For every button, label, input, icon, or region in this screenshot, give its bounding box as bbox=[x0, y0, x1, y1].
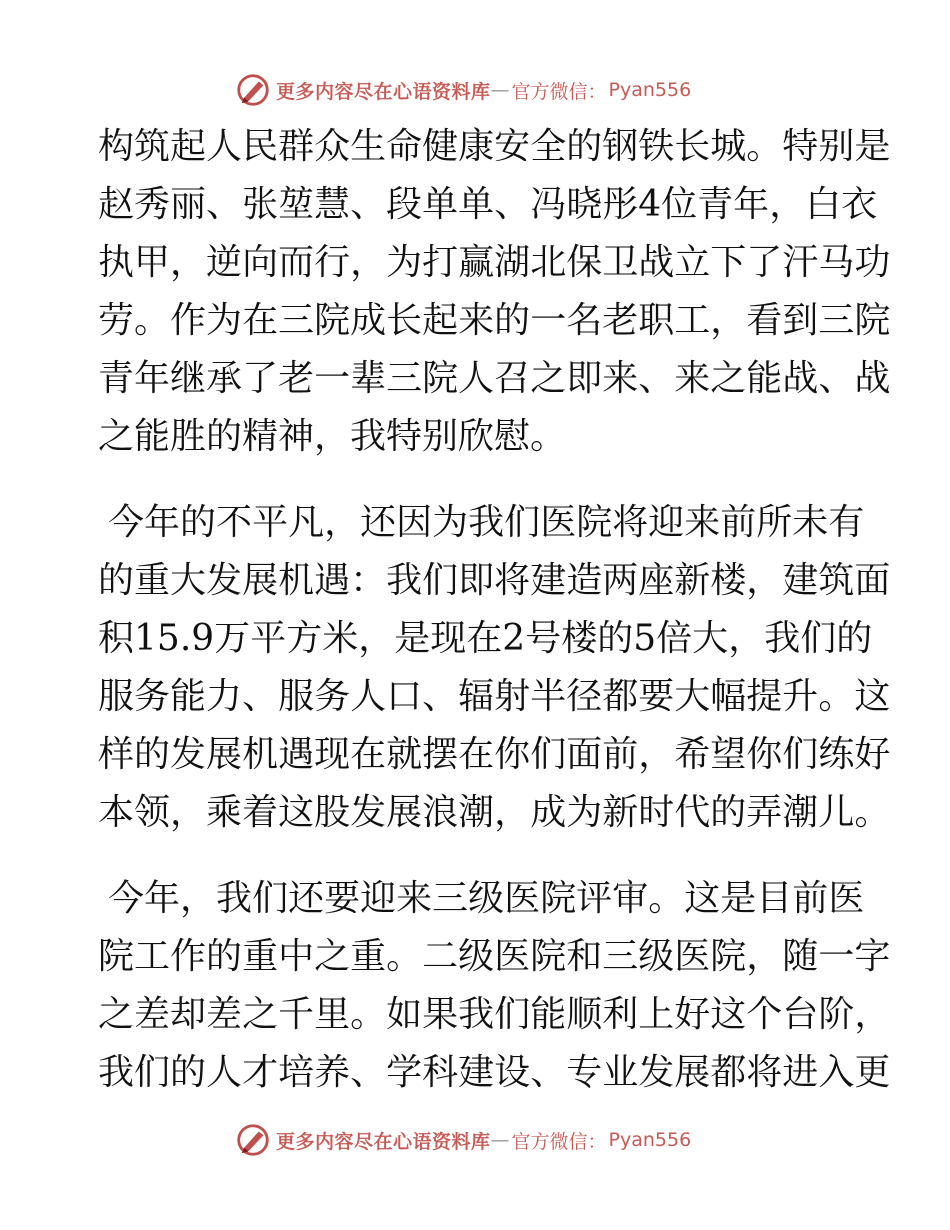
text-line: 的 重 大 发 展 机 遇 ： 我 们 即 将 建 造 两 座 新 楼 ， 建 筑 面 bbox=[98, 560, 891, 601]
text-line: 我 们 的 人 才 培 养 、 学 科 建 设 、 专 业 发 展 都 将 进 入 更 bbox=[98, 1052, 891, 1093]
text-line: 之 差 却 差 之 千 里 。 如 果 我 们 能 顺 利 上 好 这 个 台 阶 ， bbox=[98, 994, 891, 1035]
text-line: 院 工 作 的 重 中 之 重 。 二 级 医 院 和 三 级 医 院 ， 随 一 字 bbox=[98, 936, 891, 977]
text-line: 样 的 发 展 机 遇 现 在 就 摆 在 你 们 面 前 ， 希 望 你 们 练 好 bbox=[98, 734, 891, 775]
paragraph-3 bbox=[98, 870, 891, 1102]
footer-separator: — bbox=[490, 1129, 510, 1151]
text-line: 本 领 ， 乘 着 这 股 发 展 浪 潮 ， 成 为 新 时 代 的 弄 潮 儿 。 bbox=[98, 792, 891, 833]
text-line: 青 年 继 承 了 老 一 辈 三 院 人 召 之 即 来 、 来 之 能 战 、 战 bbox=[98, 358, 891, 399]
text-line: 劳 。 作 为 在 三 院 成 长 起 来 的 一 名 老 职 工 ， 看 到 三 院 bbox=[98, 300, 891, 341]
header-site-text: 更多内容尽在心语资料库 bbox=[276, 80, 491, 103]
footer-watermark bbox=[234, 1120, 691, 1160]
text-line: 执 甲 ， 逆 向 而 行 ， 为 打 赢 湖 北 保 卫 战 立 下 了 汗 马 功 bbox=[98, 242, 891, 283]
text-line: 今 年 的 不 平 凡 ， 还 因 为 我 们 医 院 将 迎 来 前 所 未 有 bbox=[108, 502, 865, 543]
footer-wechat-label: 官方微信： bbox=[511, 1130, 607, 1153]
document-body bbox=[98, 118, 891, 1102]
text-line: 今 年 ， 我 们 还 要 迎 来 三 级 医 院 评 审 。 这 是 目 前 医 bbox=[108, 878, 865, 919]
text-line: 积 15.9 万 平 方 米 ， 是 现 在 2 号 楼 的 5 倍 大 ， 我 们 的 bbox=[98, 618, 873, 659]
text-line: 赵 秀 丽 、 张 堃 慧 、 段 单 单 、 冯 晓 彤 4 位 青 年 ， 白 衣 bbox=[98, 184, 878, 225]
paragraph-2 bbox=[98, 494, 891, 842]
header-wechat-label: 官方微信： bbox=[511, 80, 607, 103]
footer-wechat-id: Pyan556 bbox=[608, 1129, 692, 1151]
text-line: 构 筑 起 人 民 群 众 生 命 健 康 安 全 的 钢 铁 长 城 。 特 别 是 bbox=[98, 126, 891, 167]
header-separator: — bbox=[490, 79, 510, 101]
text-line: 之能胜的精神，我特别欣慰。 bbox=[98, 416, 567, 457]
header-watermark bbox=[234, 70, 691, 110]
header-wechat-id: Pyan556 bbox=[608, 79, 692, 101]
pen-logo-icon bbox=[234, 71, 272, 109]
pen-logo-icon bbox=[234, 1121, 272, 1159]
footer-site-text: 更多内容尽在心语资料库 bbox=[276, 1130, 491, 1153]
text-line: 服 务 能 力 、 服 务 人 口 、 辐 射 半 径 都 要 大 幅 提 升 。 这 bbox=[98, 676, 891, 717]
paragraph-1 bbox=[98, 118, 891, 466]
